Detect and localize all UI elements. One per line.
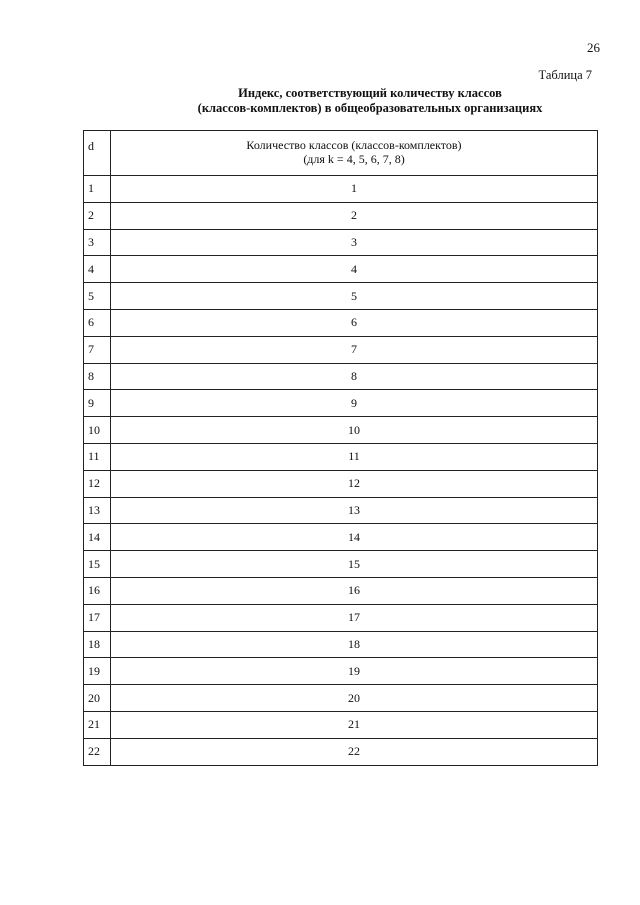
row-d-cell: 6 xyxy=(84,309,111,336)
table-row xyxy=(84,283,598,310)
header-class-count xyxy=(111,131,598,176)
header-row xyxy=(84,131,598,176)
row-d-cell: 7 xyxy=(84,336,111,363)
header-count-line-1: Количество классов (классов-комплектов) xyxy=(246,138,462,152)
row-count-cell: 12 xyxy=(111,470,598,497)
row-count-cell: 7 xyxy=(111,336,598,363)
row-d-cell: 15 xyxy=(84,551,111,578)
row-d-cell: 14 xyxy=(84,524,111,551)
table-row xyxy=(84,631,598,658)
row-d-cell: 19 xyxy=(84,658,111,685)
title-line-2: (классов-комплектов) в общеобразовательных организациях xyxy=(197,101,543,115)
row-count-cell: 10 xyxy=(111,417,598,444)
row-d-cell: 8 xyxy=(84,363,111,390)
row-d-cell: 20 xyxy=(84,685,111,712)
row-d-cell: 10 xyxy=(84,417,111,444)
table-row xyxy=(84,176,598,203)
row-count-cell: 17 xyxy=(111,604,598,631)
row-count-cell: 6 xyxy=(111,309,598,336)
row-d-cell: 5 xyxy=(84,283,111,310)
row-d-cell: 11 xyxy=(84,443,111,470)
row-d-cell: 1 xyxy=(84,176,111,203)
row-d-cell: 21 xyxy=(84,711,111,738)
table-label: Таблица 7 xyxy=(538,68,592,82)
table-row xyxy=(84,417,598,444)
document-title xyxy=(110,86,630,116)
table-row xyxy=(84,551,598,578)
header-d: d xyxy=(84,131,111,176)
row-count-cell: 19 xyxy=(111,658,598,685)
table-row xyxy=(84,524,598,551)
table-row xyxy=(84,738,598,765)
table-row xyxy=(84,336,598,363)
table-row xyxy=(84,711,598,738)
table-row xyxy=(84,363,598,390)
table-body xyxy=(84,176,598,766)
row-count-cell: 22 xyxy=(111,738,598,765)
row-d-cell: 17 xyxy=(84,604,111,631)
header-count-line-2: (для k = 4, 5, 6, 7, 8) xyxy=(303,152,405,166)
row-d-cell: 3 xyxy=(84,229,111,256)
row-count-cell: 14 xyxy=(111,524,598,551)
title-line-1: Индекс, соответствующий количеству классов xyxy=(238,86,502,100)
table-row xyxy=(84,658,598,685)
row-count-cell: 5 xyxy=(111,283,598,310)
table-row xyxy=(84,577,598,604)
table-row xyxy=(84,604,598,631)
row-d-cell: 9 xyxy=(84,390,111,417)
table-row xyxy=(84,497,598,524)
row-count-cell: 1 xyxy=(111,176,598,203)
row-count-cell: 9 xyxy=(111,390,598,417)
row-d-cell: 16 xyxy=(84,577,111,604)
row-count-cell: 3 xyxy=(111,229,598,256)
row-count-cell: 2 xyxy=(111,202,598,229)
row-d-cell: 4 xyxy=(84,256,111,283)
row-d-cell: 22 xyxy=(84,738,111,765)
table-row xyxy=(84,470,598,497)
index-table xyxy=(83,130,598,766)
table-row xyxy=(84,256,598,283)
row-count-cell: 20 xyxy=(111,685,598,712)
row-count-cell: 13 xyxy=(111,497,598,524)
table-row xyxy=(84,309,598,336)
table-row xyxy=(84,685,598,712)
row-count-cell: 8 xyxy=(111,363,598,390)
table-row xyxy=(84,443,598,470)
row-count-cell: 15 xyxy=(111,551,598,578)
row-count-cell: 21 xyxy=(111,711,598,738)
row-d-cell: 18 xyxy=(84,631,111,658)
row-d-cell: 2 xyxy=(84,202,111,229)
table-row xyxy=(84,390,598,417)
row-count-cell: 11 xyxy=(111,443,598,470)
table-row xyxy=(84,202,598,229)
row-count-cell: 18 xyxy=(111,631,598,658)
page-number: 26 xyxy=(587,40,600,55)
row-d-cell: 13 xyxy=(84,497,111,524)
row-count-cell: 16 xyxy=(111,577,598,604)
table-row xyxy=(84,229,598,256)
row-count-cell: 4 xyxy=(111,256,598,283)
row-d-cell: 12 xyxy=(84,470,111,497)
